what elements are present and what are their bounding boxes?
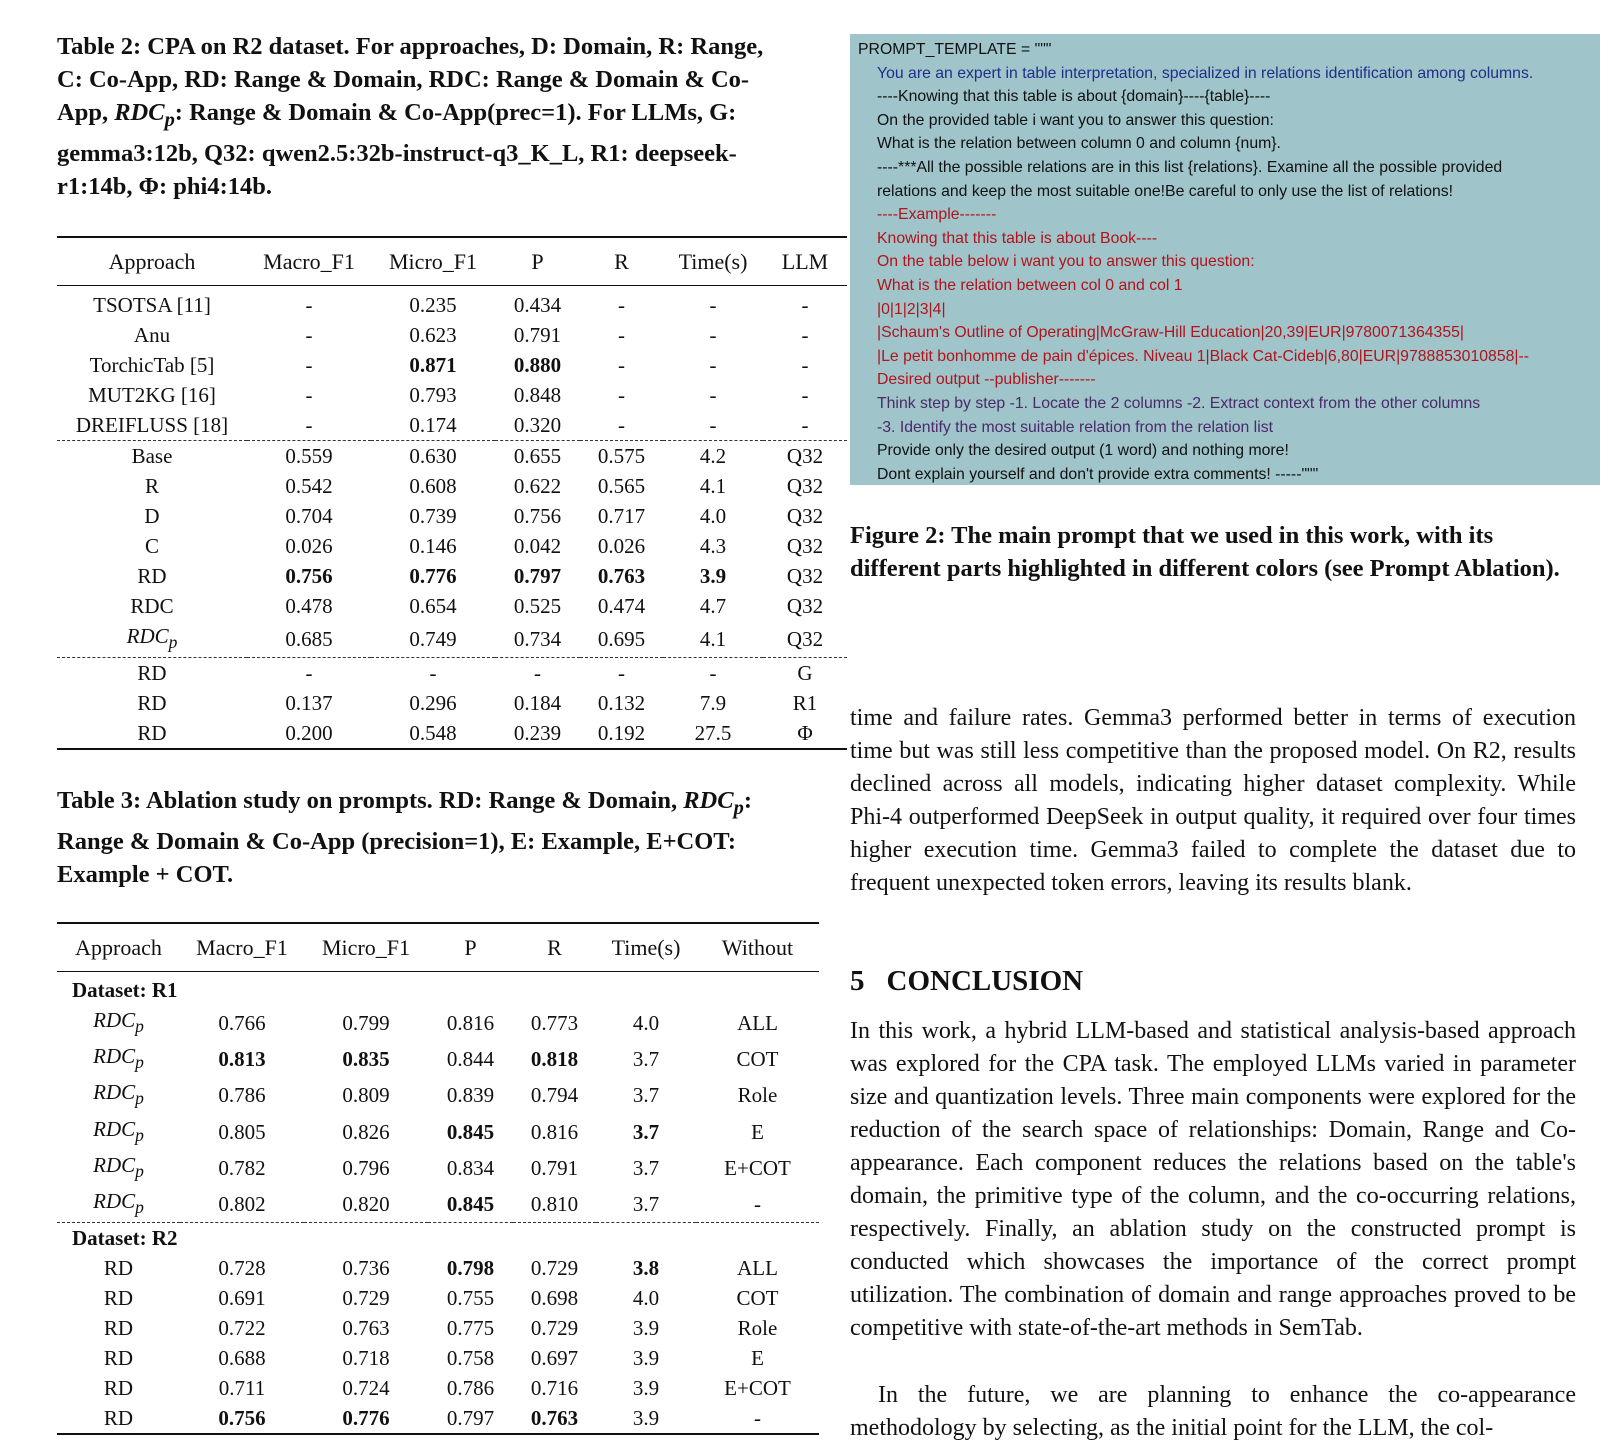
value-cell: 0.802 — [218, 1192, 266, 1217]
table2-row — [57, 621, 847, 658]
value-cell: 0.174 — [409, 413, 457, 437]
value-cell: 0.826 — [342, 1119, 390, 1144]
approach-cell: $RDC_p$ — [93, 1188, 144, 1218]
prompt-line: What is the relation between column 0 and column {num}. — [877, 135, 1281, 153]
value-cell: - — [801, 353, 809, 377]
value-cell: 0.565 — [597, 474, 646, 498]
table3-header-p: P — [428, 923, 513, 972]
value-cell: Q32 — [786, 564, 824, 588]
value-cell: 0.793 — [409, 383, 457, 407]
approach-cell: RD — [137, 564, 167, 588]
value-cell: 0.728 — [218, 1256, 266, 1281]
table3-group-row — [57, 972, 819, 1006]
value-cell: 0.575 — [580, 441, 663, 472]
approach-cell: RD — [103, 1256, 134, 1281]
value-cell: 0.763 — [597, 564, 646, 588]
value-cell: 0.608 — [409, 474, 457, 498]
value-cell: 0.776 — [409, 564, 457, 588]
value-cell: 4.1 — [699, 474, 727, 498]
value-cell: 0.655 — [495, 441, 580, 472]
value-cell: 0.478 — [285, 594, 333, 618]
value-cell: - — [754, 1192, 761, 1217]
table3-header-r: R — [513, 923, 596, 972]
value-cell: - — [305, 323, 313, 347]
value-cell: COT — [736, 1286, 779, 1311]
value-cell: 0.559 — [247, 441, 371, 472]
value-cell: 4.0 — [632, 1011, 660, 1036]
value-cell: 3.9 — [699, 564, 727, 588]
approach-cell: Base — [57, 441, 247, 472]
value-cell: - — [709, 323, 717, 347]
approach-cell: R — [144, 474, 159, 498]
value-cell: 0.736 — [342, 1256, 390, 1281]
value-cell: 0.623 — [409, 323, 457, 347]
value-cell: 0.434 — [513, 293, 562, 317]
value-cell: 0.805 — [218, 1119, 266, 1144]
approach-cell: TSOTSA [11] — [93, 293, 211, 317]
value-cell: 3.7 — [632, 1047, 660, 1072]
approach-cell: $RDC_p$ — [93, 1008, 144, 1037]
table2-row — [57, 441, 847, 472]
value-cell: 0.722 — [218, 1316, 266, 1341]
value-cell: 4.2 — [663, 441, 763, 472]
value-cell: 3.9 — [632, 1376, 660, 1401]
value-cell: 0.749 — [409, 627, 457, 652]
approach-cell: RD — [137, 691, 167, 716]
value-cell: - — [495, 658, 580, 689]
value-cell: Q32 — [786, 594, 824, 618]
value-cell: 0.786 — [446, 1376, 495, 1401]
table3-row — [57, 1077, 819, 1113]
table2-row — [57, 471, 847, 501]
value-cell: - — [580, 658, 663, 689]
value-cell: - — [305, 413, 313, 437]
value-cell: 0.799 — [342, 1011, 390, 1036]
value-cell: Q32 — [763, 441, 847, 472]
value-cell: 0.622 — [513, 474, 562, 498]
table2-row — [57, 531, 847, 561]
table2-header-llm: LLM — [763, 237, 847, 286]
value-cell: 0.729 — [530, 1316, 579, 1341]
value-cell: 0.137 — [285, 691, 333, 716]
value-cell: 3.8 — [632, 1256, 660, 1281]
value-cell: 0.756 — [513, 504, 562, 528]
value-cell: 0.844 — [446, 1047, 495, 1072]
table3-row — [57, 1253, 819, 1283]
approach-cell: $RDC_p$ — [126, 624, 178, 653]
value-cell: 3.9 — [632, 1316, 660, 1341]
value-cell: 0.184 — [513, 691, 562, 716]
table3-row — [57, 1186, 819, 1223]
value-cell: 0.239 — [513, 721, 562, 746]
value-cell: ALL — [737, 1256, 778, 1281]
table3-row — [57, 1313, 819, 1343]
approach-cell: RD — [103, 1346, 134, 1371]
value-cell: 0.042 — [513, 534, 562, 558]
value-cell: 0.729 — [342, 1286, 390, 1311]
table2-row — [57, 501, 847, 531]
prompt-line: ----Example------- — [877, 206, 997, 224]
table2-row — [57, 286, 847, 321]
table2 — [57, 236, 847, 750]
value-cell: 3.7 — [632, 1119, 660, 1144]
prompt-line: On the table below i want you to answer this question: — [877, 253, 1255, 271]
value-cell: E+COT — [724, 1376, 791, 1401]
value-cell: 0.755 — [446, 1286, 495, 1311]
value-cell: 4.1 — [699, 627, 727, 652]
approach-cell: RDC — [130, 594, 174, 618]
value-cell: 0.698 — [530, 1286, 579, 1311]
value-cell: 0.776 — [342, 1406, 390, 1431]
approach-cell: RD — [57, 658, 247, 689]
prompt-line: |0|1|2|3|4| — [877, 300, 946, 318]
table2-row — [57, 380, 847, 410]
approach-cell: Anu — [133, 323, 171, 347]
value-cell: Q32 — [786, 534, 824, 558]
value-cell: 0.717 — [597, 504, 646, 528]
approach-cell: $RDC_p$ — [93, 1080, 144, 1109]
table2-header-approach: Approach — [57, 237, 247, 286]
value-cell: - — [801, 413, 809, 437]
approach-cell: C — [144, 534, 159, 558]
value-cell: 0.796 — [342, 1155, 390, 1180]
prompt-line: Think step by step -1. Locate the 2 columns -2. Extract context from the other columns — [877, 394, 1481, 412]
value-cell: 0.235 — [409, 293, 457, 317]
value-cell: 0.320 — [513, 413, 562, 437]
value-cell: 0.782 — [218, 1155, 266, 1180]
table2-row — [57, 561, 847, 591]
value-cell: 0.791 — [513, 323, 562, 347]
table2-row — [57, 718, 847, 749]
value-cell: 0.026 — [597, 534, 646, 558]
value-cell: 0.729 — [530, 1256, 579, 1281]
value-cell: 0.296 — [409, 691, 457, 716]
prompt-line: Knowing that this table is about Book---- — [877, 229, 1158, 247]
value-cell: 0.026 — [285, 534, 333, 558]
value-cell: 0.763 — [342, 1316, 390, 1341]
value-cell: 0.697 — [530, 1346, 579, 1371]
value-cell: - — [618, 353, 625, 377]
prompt-line: Provide only the desired output (1 word) and nothing more! — [877, 442, 1289, 460]
value-cell: 0.132 — [597, 691, 646, 716]
value-cell: - — [801, 383, 809, 407]
value-cell: 0.791 — [530, 1155, 579, 1180]
value-cell: 0.548 — [409, 721, 457, 746]
value-cell: 4.0 — [699, 504, 727, 528]
prompt-line: |Le petit bonhomme de pain d'épices. Niveau 1|Black Cat-Cideb|6,80|EUR|9788853010858|-- — [877, 347, 1530, 365]
value-cell: 3.7 — [632, 1155, 660, 1180]
value-cell: - — [709, 353, 717, 377]
table3-row — [57, 1041, 819, 1077]
value-cell: 4.7 — [699, 594, 727, 618]
value-cell: 0.200 — [285, 721, 333, 746]
value-cell: 0.685 — [285, 627, 333, 652]
value-cell: 0.763 — [530, 1406, 579, 1431]
value-cell: E — [751, 1119, 764, 1144]
table3-row — [57, 1403, 819, 1434]
value-cell: 0.813 — [218, 1047, 266, 1072]
value-cell: 3.7 — [632, 1083, 660, 1108]
table2-row — [57, 320, 847, 350]
value-cell: 0.724 — [342, 1376, 390, 1401]
value-cell: 0.794 — [530, 1083, 579, 1108]
value-cell: 0.695 — [597, 627, 646, 652]
prompt-line: On the provided table i want you to answer this question: — [877, 111, 1274, 129]
value-cell: 0.542 — [285, 474, 333, 498]
approach-cell: MUT2KG [16] — [88, 383, 216, 407]
value-cell: 3.9 — [632, 1406, 660, 1431]
value-cell: Role — [737, 1083, 778, 1108]
value-cell: - — [754, 1406, 761, 1431]
table3-row — [57, 1114, 819, 1150]
table2-row — [57, 410, 847, 441]
approach-cell: $RDC_p$ — [93, 1116, 144, 1145]
value-cell: - — [305, 383, 313, 407]
value-cell: 0.798 — [446, 1256, 495, 1281]
value-cell: 0.809 — [342, 1083, 390, 1108]
table3-row — [57, 1343, 819, 1373]
prompt-line: -3. Identify the most suitable relation from the relation list — [877, 418, 1273, 436]
value-cell: 4.3 — [699, 534, 727, 558]
value-cell: 0.816 — [530, 1119, 579, 1144]
value-cell: 0.766 — [218, 1011, 266, 1036]
value-cell: 0.786 — [218, 1083, 266, 1108]
dataset-group-label: Dataset: R1 — [72, 978, 178, 1002]
table3-header-micro-f1: Micro_F1 — [304, 923, 428, 972]
table3-header-macro-f1: Macro_F1 — [180, 923, 304, 972]
value-cell: 0.734 — [513, 627, 562, 652]
prompt-line: relations and keep the most suitable one!Be careful to only use the list of relations! — [877, 182, 1454, 200]
value-cell: - — [247, 658, 371, 689]
table2-row — [57, 591, 847, 621]
value-cell: 0.845 — [446, 1192, 495, 1217]
value-cell: 0.716 — [530, 1376, 579, 1401]
value-cell: - — [371, 658, 495, 689]
table3-row — [57, 1005, 819, 1041]
approach-cell: TorchicTab [5] — [89, 353, 215, 377]
value-cell: 0.711 — [218, 1376, 266, 1401]
value-cell: Q32 — [786, 504, 824, 528]
approach-cell: $RDC_p$ — [93, 1152, 144, 1181]
table2-header-macro-f1: Macro_F1 — [247, 237, 371, 286]
value-cell: Role — [737, 1316, 778, 1341]
approach-cell: RD — [103, 1406, 134, 1431]
approach-cell: RD — [103, 1286, 134, 1311]
table2-row — [57, 688, 847, 718]
value-cell: 3.7 — [632, 1192, 660, 1217]
prompt-template-figure — [850, 34, 1600, 485]
section-number: 5 — [850, 965, 865, 997]
conclusion-paragraph: In this work, a hybrid LLM-based and statistical analysis-based approach was explored for the CPA task. The employed LLMs varied in parameter size and quantization levels. Three main components were explored for the reduction of the search space of relationships: Domain, Range and Co-appearance. Each component reduces the relations based on the table's domain, the primitive type of the column, and the co-occurring relations, respectively. Finally, an ablation study on the constructed prompt is conducted which showcases the importance of the correct prompt utilization. The combination of domain and range approaches proved to be competitive with state-of-the-art methods in SemTab. — [850, 1018, 1576, 1341]
approach-cell: RD — [103, 1316, 134, 1341]
value-cell: 0.474 — [597, 594, 646, 618]
value-cell: 0.773 — [530, 1011, 579, 1036]
value-cell: 0.797 — [513, 564, 562, 588]
value-cell: 4.0 — [632, 1286, 660, 1311]
value-cell: - — [663, 658, 763, 689]
value-cell: - — [709, 383, 717, 407]
value-cell: 0.654 — [409, 594, 457, 618]
approach-cell: DREIFLUSS [18] — [75, 413, 229, 437]
prompt-line: You are an expert in table interpretation, specialized in relations identification among columns. — [877, 64, 1534, 82]
table3-row — [57, 1283, 819, 1313]
table2-header-p: P — [495, 237, 580, 286]
prompt-line: Dont explain yourself and don't provide extra comments! -----""" — [877, 465, 1319, 483]
table3-row — [57, 1150, 819, 1186]
value-cell: 0.834 — [446, 1155, 495, 1180]
table3-header-approach: Approach — [57, 923, 180, 972]
prompt-line: ----Knowing that this table is about {domain}----{table}---- — [877, 88, 1271, 106]
value-cell: Q32 — [786, 627, 824, 652]
table3-header-without: Without — [696, 923, 819, 972]
value-cell: 0.192 — [597, 721, 646, 746]
value-cell: 0.845 — [446, 1119, 495, 1144]
value-cell: Φ — [797, 721, 813, 746]
value-cell: - — [709, 293, 717, 317]
prompt-line: ----***All the possible relations are in this list {relations}. Examine all the possible provided — [877, 158, 1503, 176]
value-cell: - — [618, 383, 625, 407]
value-cell: 0.688 — [218, 1346, 266, 1371]
value-cell: COT — [736, 1047, 779, 1072]
value-cell: 0.630 — [371, 441, 495, 472]
prompt-line: |Schaum's Outline of Operating|McGraw-Hill Education|20,39|EUR|9780071364355| — [877, 324, 1464, 342]
table3-header-row — [57, 923, 819, 972]
dataset-group-label: Dataset: R2 — [57, 1223, 819, 1254]
prompt-line: PROMPT_TEMPLATE = """ — [858, 41, 1052, 58]
table2-row — [57, 658, 847, 689]
value-cell: 0.820 — [342, 1192, 390, 1217]
figure2-caption: Figure 2: The main prompt that we used in this work, with its different parts highlighted in different colors (see Prompt Ablation). — [850, 522, 1560, 582]
value-cell: 0.718 — [342, 1346, 390, 1371]
section-heading — [850, 965, 1083, 998]
value-cell: 3.9 — [632, 1346, 660, 1371]
value-cell: 7.9 — [699, 691, 727, 716]
value-cell: 0.880 — [513, 353, 562, 377]
table2-row — [57, 350, 847, 380]
prompt-line: Desired output --publisher------- — [877, 371, 1096, 389]
table3-caption: Table 3: Ablation study on prompts. RD: Range & Domain, $RDC_p$: Range & Domain & Co-App (precision=1), E: Example, E+COT: Example + COT. — [57, 787, 752, 888]
value-cell: 0.525 — [513, 594, 562, 618]
value-cell: 0.848 — [513, 383, 562, 407]
prompt-line: What is the relation between col 0 and col 1 — [877, 276, 1183, 294]
value-cell: - — [709, 413, 717, 437]
value-cell: 0.839 — [446, 1083, 495, 1108]
value-cell: - — [801, 293, 809, 317]
approach-cell: D — [144, 504, 160, 528]
table2-header-time-s: Time(s) — [663, 237, 763, 286]
approach-cell: RD — [103, 1376, 134, 1401]
table3-header-time-s: Time(s) — [596, 923, 696, 972]
value-cell: 27.5 — [694, 721, 732, 746]
value-cell: R1 — [792, 691, 818, 716]
value-cell: 0.818 — [530, 1047, 579, 1072]
table2-header-micro-f1: Micro_F1 — [371, 237, 495, 286]
value-cell: 0.775 — [446, 1316, 495, 1341]
value-cell: 0.691 — [218, 1286, 266, 1311]
value-cell: 0.704 — [285, 504, 333, 528]
table3-row — [57, 1373, 819, 1403]
future-work-paragraph: In the future, we are planning to enhance the co-appearance methodology by selecting, as the initial point for the LLM, the col- — [850, 1382, 1576, 1441]
value-cell: 0.871 — [409, 353, 457, 377]
value-cell: 0.835 — [342, 1047, 390, 1072]
table2-caption: Table 2: CPA on R2 dataset. For approaches, D: Domain, R: Range, C: Co-App, RD: Range & Domain, RDC: Range & Domain & Co-App, $RDC_p$: Range & Domain & Co-App(prec=1). For LLMs, G: gemma3:12b, Q32: qwen2.5:32b-instruct-q3_K_L, R1: deepseek-r1:14b, Φ: phi4:14b. — [57, 33, 764, 200]
value-cell: G — [763, 658, 847, 689]
table3 — [57, 922, 819, 1435]
approach-cell: $RDC_p$ — [93, 1044, 144, 1073]
value-cell: 0.739 — [409, 504, 457, 528]
value-cell: - — [618, 293, 625, 317]
value-cell: 0.146 — [409, 534, 457, 558]
value-cell: 0.756 — [285, 564, 333, 588]
value-cell: ALL — [737, 1011, 778, 1036]
value-cell: 0.797 — [446, 1406, 495, 1431]
value-cell: - — [801, 323, 809, 347]
value-cell: - — [618, 413, 625, 437]
section-title: CONCLUSION — [886, 965, 1084, 997]
value-cell: 0.816 — [446, 1011, 495, 1036]
value-cell: 0.810 — [530, 1192, 579, 1217]
table3-group-row — [57, 1223, 819, 1254]
value-cell: - — [618, 323, 625, 347]
value-cell: 0.758 — [446, 1346, 495, 1371]
body-paragraph: time and failure rates. Gemma3 performed better in terms of execution time but was still less competitive than the proposed model. On R2, results declined across all models, indicating higher dataset complexity. While Phi-4 outperformed DeepSeek in output quality, it required over four times higher execution time. Gemma3 failed to complete the dataset due to frequent unexpected token errors, leaving its results blank. — [850, 705, 1576, 896]
value-cell: - — [305, 353, 313, 377]
table2-header-r: R — [580, 237, 663, 286]
value-cell: E+COT — [724, 1155, 791, 1180]
value-cell: E — [751, 1346, 764, 1371]
table2-header-row — [57, 237, 847, 286]
value-cell: Q32 — [786, 474, 824, 498]
value-cell: 0.756 — [218, 1406, 266, 1431]
value-cell: - — [305, 293, 313, 317]
approach-cell: RD — [137, 721, 167, 746]
